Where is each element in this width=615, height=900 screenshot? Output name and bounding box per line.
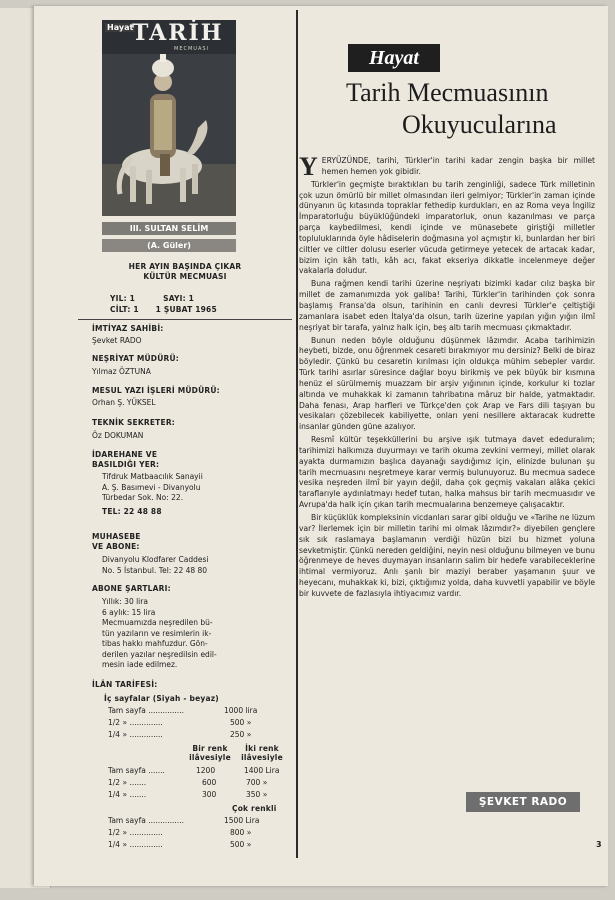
ad-price: 1400 Lira (244, 766, 280, 775)
ad-group1-header: İç sayfalar (Siyah - beyaz) (104, 694, 219, 703)
owner-label: İMTİYAZ SAHİBİ: (92, 324, 164, 333)
office-phone: TEL: 22 48 88 (102, 507, 162, 516)
ad-price: 1200 (196, 766, 216, 775)
ad-price: 250 » (230, 730, 252, 739)
article-paragraph: Buna rağmen kendi tarihi üzerine neşriyatı bizimki kadar cılız başka bir millet de zamanımızda yok galiba! Tarihi, Türkler'in tarihinden çok sonra başlamış Fransa'da olsun, tarihinin en canlı devresi Türkler'e çeltiştiği zamanlara isabet eden İtalya'da olsun, tarih üzerine yapılan yığın yığın ilmî neşriyat bir tarafa, yalnız halk için, beş altı tarih mecmuası çıkmaktadır. (299, 279, 595, 332)
ad-row: 1/2 » ....... (108, 778, 147, 787)
cover-brand: Hayat (107, 23, 134, 32)
ad-row: Tam sayfa ............... (108, 706, 184, 715)
ad-price: 300 (202, 790, 217, 799)
ad-row: 1/2 » .............. (108, 718, 163, 727)
publisher-label: NEŞRİYAT MÜDÜRÜ: (92, 354, 179, 363)
ad-price: 500 » (230, 718, 252, 727)
ad-row: Tam sayfa ....... (108, 766, 165, 775)
drop-cap: Y (299, 152, 318, 181)
ad-row: 1/2 » .............. (108, 828, 163, 837)
cover-thumbnail (102, 20, 236, 216)
ad-price: 700 » (246, 778, 268, 787)
ad-price: 1500 Lira (224, 816, 260, 825)
ad-price: 500 » (230, 840, 252, 849)
ad-group3-header: Çok renkli (232, 804, 277, 813)
article-paragraph: Bunun neden böyle olduğunu düşünmek lâzımdır. Acaba tarihimizin heybeti, bizde, onu öğrenmek cesareti bırakmıyor mu dersiniz? Belki de biraz böyledir. Çünkü bu cesaretin kırılması için oldukça mühim sebepler vardır. Türk tarihi asırlar süresince dağlar boyu birikmiş ve pek büyük bir kısmına henüz el sürülmemiş muazzam bir arşiv yığınının içinde, korkulur ki tozlar altında ve muhakkak ki zamanın tahribatına mâruz bir halde, yatmaktadır. Daha fenası, Arap harfleri ve Türkçe'den çok Arap ve Fars dili taşıyan bu vesikaları çözebilecek kabiliyette, onları yeni nesillere aktaracak kudrette insanlar günden güne azalıyor. (299, 335, 595, 432)
divider (78, 319, 292, 320)
author-signature: ŞEVKET RADO (466, 792, 580, 812)
tech-secretary-value: Öz DOKUMAN (92, 431, 144, 440)
masthead-tagline: HER AYIN BAŞINDA ÇIKAR KÜLTÜR MECMUASI (128, 262, 242, 281)
article-paragraph: Türkler'in geçmişte bıraktıkları bu tarih zenginliği, sadece Türk milletinin çok uzun ömürlü bir millet olmasından ileri gelmiyor; Türkler'in zaman içinde dünyanın üç kıtasında topraklar fethedip kurdukları, en az Roma veya İngiliz İmparatorluğu büyüklüğündeki imparatorluk, onun kazanılması ve parça parça kaybedilmesi, kendi içinde ve münasebete giriştiği milletler topluluklarında öyle hâdiselerin doğmasına yol açmıştır ki, bunlardan her biri ciltler ve ciltler dolusu eserler vücuda getirmeye yetecek de artacak kadar, bizim için kâh tatlı, kâh acı, fakat ekseriya dikkatle incelenmeye değer vakalarla doludur. (299, 179, 595, 276)
page-number: 3 (596, 840, 602, 849)
masthead-column (74, 10, 298, 858)
ad-row: Tam sayfa ............... (108, 816, 184, 825)
office-address: Tifdruk Matbaacılık Sanayii A. Ş. Basımevi - Divanyolu Türbedar Sok. No: 22. (102, 472, 203, 502)
ad-group2-header-a: Bir renk ilâvesiyle (189, 744, 231, 762)
subscription-label: ABONE ŞARTLARI: (92, 584, 171, 593)
ad-price: 350 » (246, 790, 268, 799)
article-paragraph: YERYÜZÜNDE, tarihi, Türkler'in tarihi kadar zengin başka bir millet hemen hemen yok gibidir. (299, 152, 595, 181)
article-title-line1: Tarih Mecmuasının (346, 78, 549, 107)
cover-subtitle: MECMUASI (174, 46, 210, 52)
accounting-label: MUHASEBE VE ABONE: (92, 532, 141, 551)
ad-row: 1/4 » .............. (108, 730, 163, 739)
ad-group2-header-b: İki renk ilâvesiyle (241, 744, 283, 762)
accounting-address: Divanyolu Klodfarer Caddesi No. 5 İstanbul. Tel: 22 48 80 (102, 555, 209, 575)
ad-row: 1/4 » .............. (108, 840, 163, 849)
magazine-page (34, 6, 608, 886)
ad-price: 1000 lira (224, 706, 258, 715)
owner-value: Şevket RADO (92, 336, 142, 345)
hayat-logo: Hayat (348, 44, 440, 72)
article-paragraph: Bir küçüklük kompleksinin vicdanları sarar gibi olduğu ve «Tarihe ne lüzum var? İlerlemek için bir milletin tarihi mi olmak lâzımdır?» diyebilen gençlere sık sık raslamaya başlamanın verdiği hüzün bizi bu hizmet yoluna sevketmiştir. Çünkü nereden geldiğini, neyin nesi olduğunu bilmeyen ve bunu öğrenmeye de heves duymayan insanların salim bir hedefe varabileceklerine ihtimal vermiyoruz. Anlı şanlı bir maziyi beraber yaşamanın şuur ve heyecanı, muhakkak ki, bizi, çıktığımız yolda, daha kuvvetli yapabilir ve böyle bir kuvvete de fazlasıyla ihtiyacımız vardır. (299, 513, 595, 598)
cover-credit: (A. Güler) (102, 239, 236, 252)
subscription-terms: Yıllık: 30 lira 6 aylık: 15 lira Mecmuamızda neşredilen bü- tün yazıların ve resimlerin ik- tibas hakkı mahfuzdur. Gön- derilen yazılar neşredilsin edil- mesin iade edilmez. (102, 597, 217, 669)
cover-title: TARİH (132, 20, 224, 46)
ad-rates-label: İLÂN TARİFESİ: (92, 680, 158, 689)
article-paragraph: Resmî kültür teşekküllerini bu arşive ışık tutmaya davet ededuralım; tarihimizi halkımıza duyurmayı ve tarih okuma zevkini vermeyi, millet olarak ayakta durmamızın başlıca dayanağı saydığımız için, elinizde bulunan şu tarih mecmuasını neşretmeye karar vermiş bulunuyoruz. Bu mecmua sadece vesika neşreden ilmî bir yayın değil, daha çok geçmiş vakaları alâka çekici taraflarıyle aydınlatmayı hedef tutan, halka mahsus bir tarih mecmuasıdır ve Avrupa'da halk için çıkan tarih mecmualarına benzemeye çalışacaktır. (299, 435, 595, 510)
issue-volume-date: CİLT: 1 1 ŞUBAT 1965 (110, 305, 217, 314)
article-title-line2: Okuyucularına (402, 110, 557, 139)
ad-price: 600 (202, 778, 217, 787)
article-body (299, 152, 595, 602)
issue-year-number: YIL: 1 SAYI: 1 (110, 294, 195, 303)
office-label: İDAREHANE VE BASILDIĞI YER: (92, 450, 160, 469)
ad-row: 1/4 » ....... (108, 790, 147, 799)
editor-label: MESUL YAZI İŞLERİ MÜDÜRÜ: (92, 386, 220, 395)
publisher-value: Yılmaz ÖZTUNA (92, 367, 151, 376)
cover-caption: III. SULTAN SELİM (102, 222, 236, 235)
tech-secretary-label: TEKNİK SEKRETER: (92, 418, 175, 427)
sultan-portrait-image (102, 54, 236, 216)
editor-value: Orhan Ş. YÜKSEL (92, 398, 156, 407)
ad-price: 800 » (230, 828, 252, 837)
